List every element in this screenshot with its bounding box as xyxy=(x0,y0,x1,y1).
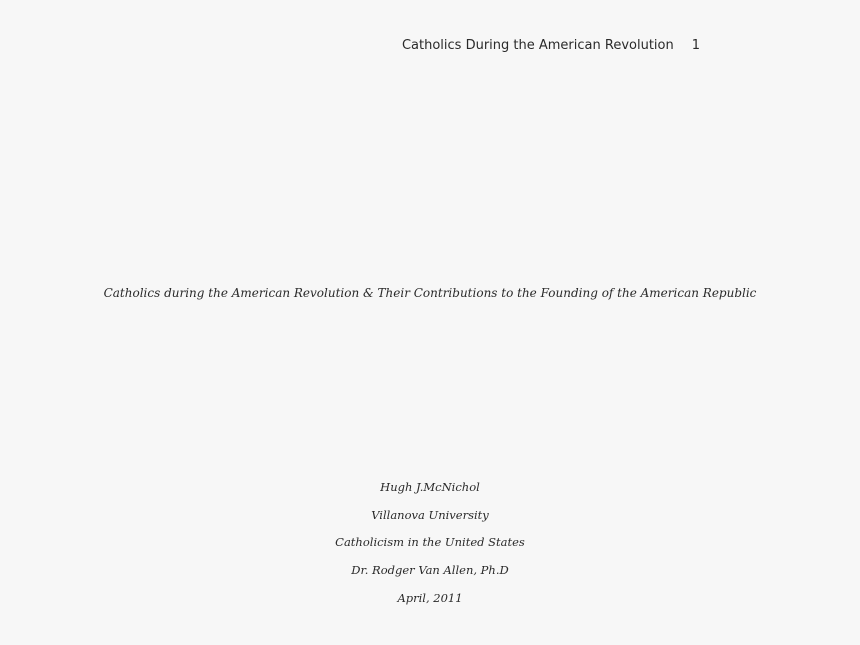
running-head-text: Catholics During the American Revolution xyxy=(401,38,674,53)
paper-title: Catholics during the American Revolution & Their Contributions to the Founding of the American Republic xyxy=(103,286,757,300)
page-number: 1 xyxy=(691,38,700,53)
course-name: Catholicism in the United States xyxy=(335,535,525,549)
instructor-name: Dr. Rodger Van Allen, Ph.D xyxy=(351,563,509,577)
submission-date: April, 2011 xyxy=(397,591,463,605)
institution-name: Villanova University xyxy=(371,508,489,522)
author-name: Hugh J.McNichol xyxy=(380,480,480,494)
running-head xyxy=(402,38,700,53)
